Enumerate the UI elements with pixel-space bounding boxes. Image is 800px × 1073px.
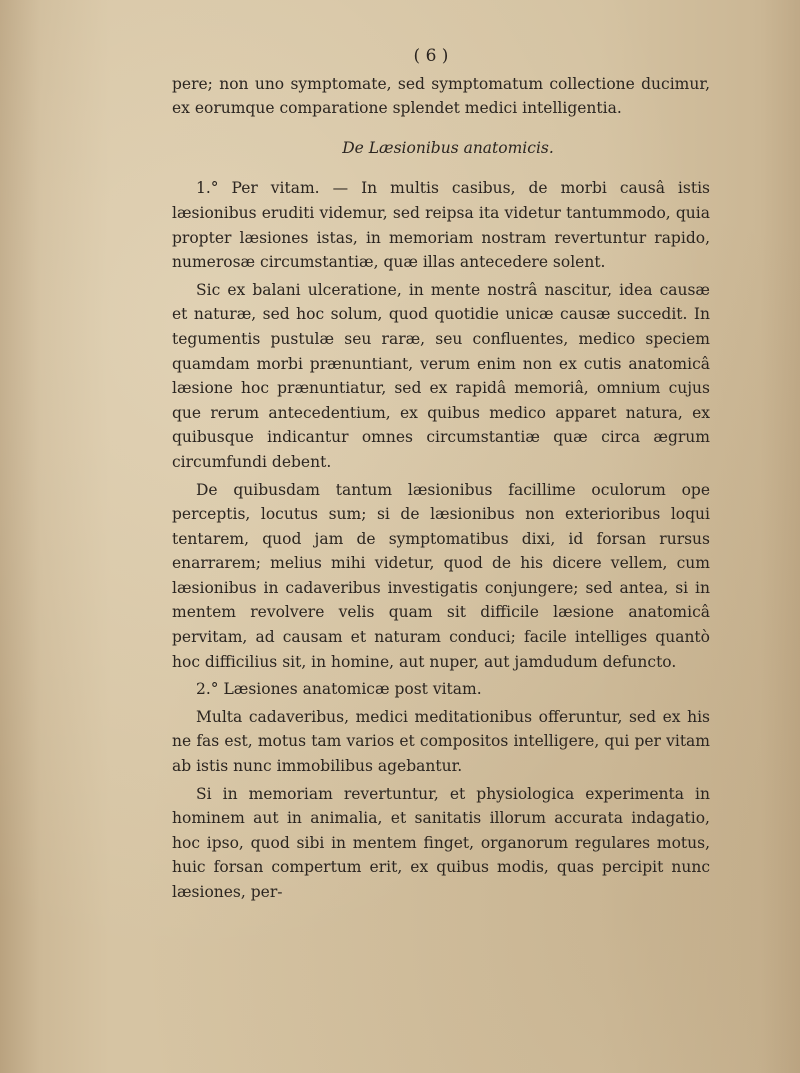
page-number: ( 6 ) (413, 46, 449, 66)
paragraph-de-quibusdam: De quibusdam tantum læsionibus facillime oculorum ope perceptis, locutus sum; si de læsionibus non exterioribus loqui tentarem, quod jam de symptomatibus dixi, id forsan rursus enarrarem; melius mihi videtur, quod de his dicere vellem, cum læsionibus in cadaveribus investigatis conjungere; sed antea, si in mentem revolvere velis quam sit difficile læsione anatomicâ pervitam, ad causam et naturam conduci; facile intelliges quantò hoc difficilius sit, in homine, aut nuper, aut jamdudum defuncto. (172, 480, 710, 671)
paragraph-si-in-memoriam: Si in memoriam revertuntur, et physiologica experimenta in hominem aut in animalia, et sanitatis illorum accurata indagatio, hoc ipso, quod sibi in mentem finget, organorum regulares motus, huic forsan compertum erit, ex quibus modis, quas percipit nunc læsiones, per- (172, 784, 710, 901)
paragraph-post-vitam-heading: 2.° Læsiones anatomicæ post vitam. (196, 680, 482, 699)
page-text-block (172, 44, 710, 905)
paragraph-per-vitam: 1.° Per vitam. — In multis casibus, de morbi causâ istis læsionibus eruditi videmur, sed reipsa ita videtur tantummodo, quia propter læsiones istas, in memoriam nostram revertuntur rapido, numerosæ circumstantiæ, quæ illas antecedere solent. (172, 179, 710, 272)
paragraph-balani: Sic ex balani ulceratione, in mente nostrâ nascitur, idea causæ et naturæ, sed hoc solum, quod quotidie unicæ causæ succedit. In tegumentis pustulæ seu raræ, seu confluentes, medico speciem quamdam morbi prænuntiant, verum enim non ex cutis anatomicâ læsione hoc prænuntiatur, sed ex rapidâ memoriâ, omnium cujus que rerum antecedentium, ex quibus medico apparet natura, ex quibusque indicantur omnes circumstantiæ quæ circa ægrum circumfundi debent. (172, 280, 710, 471)
paragraph-continuation: pere; non uno symptomate, sed symptomatum collectione ducimur, ex eorumque comparatione splendet medici intelligentia. (172, 74, 710, 118)
section-heading: De Læsionibus anatomicis. (342, 138, 554, 157)
paragraph-multa-cadaveribus: Multa cadaveribus, medici meditationibus offeruntur, sed ex his ne fas est, motus tam varios et compositos intelligere, qui per vitam ab istis nunc immobilibus agebantur. (172, 707, 710, 776)
